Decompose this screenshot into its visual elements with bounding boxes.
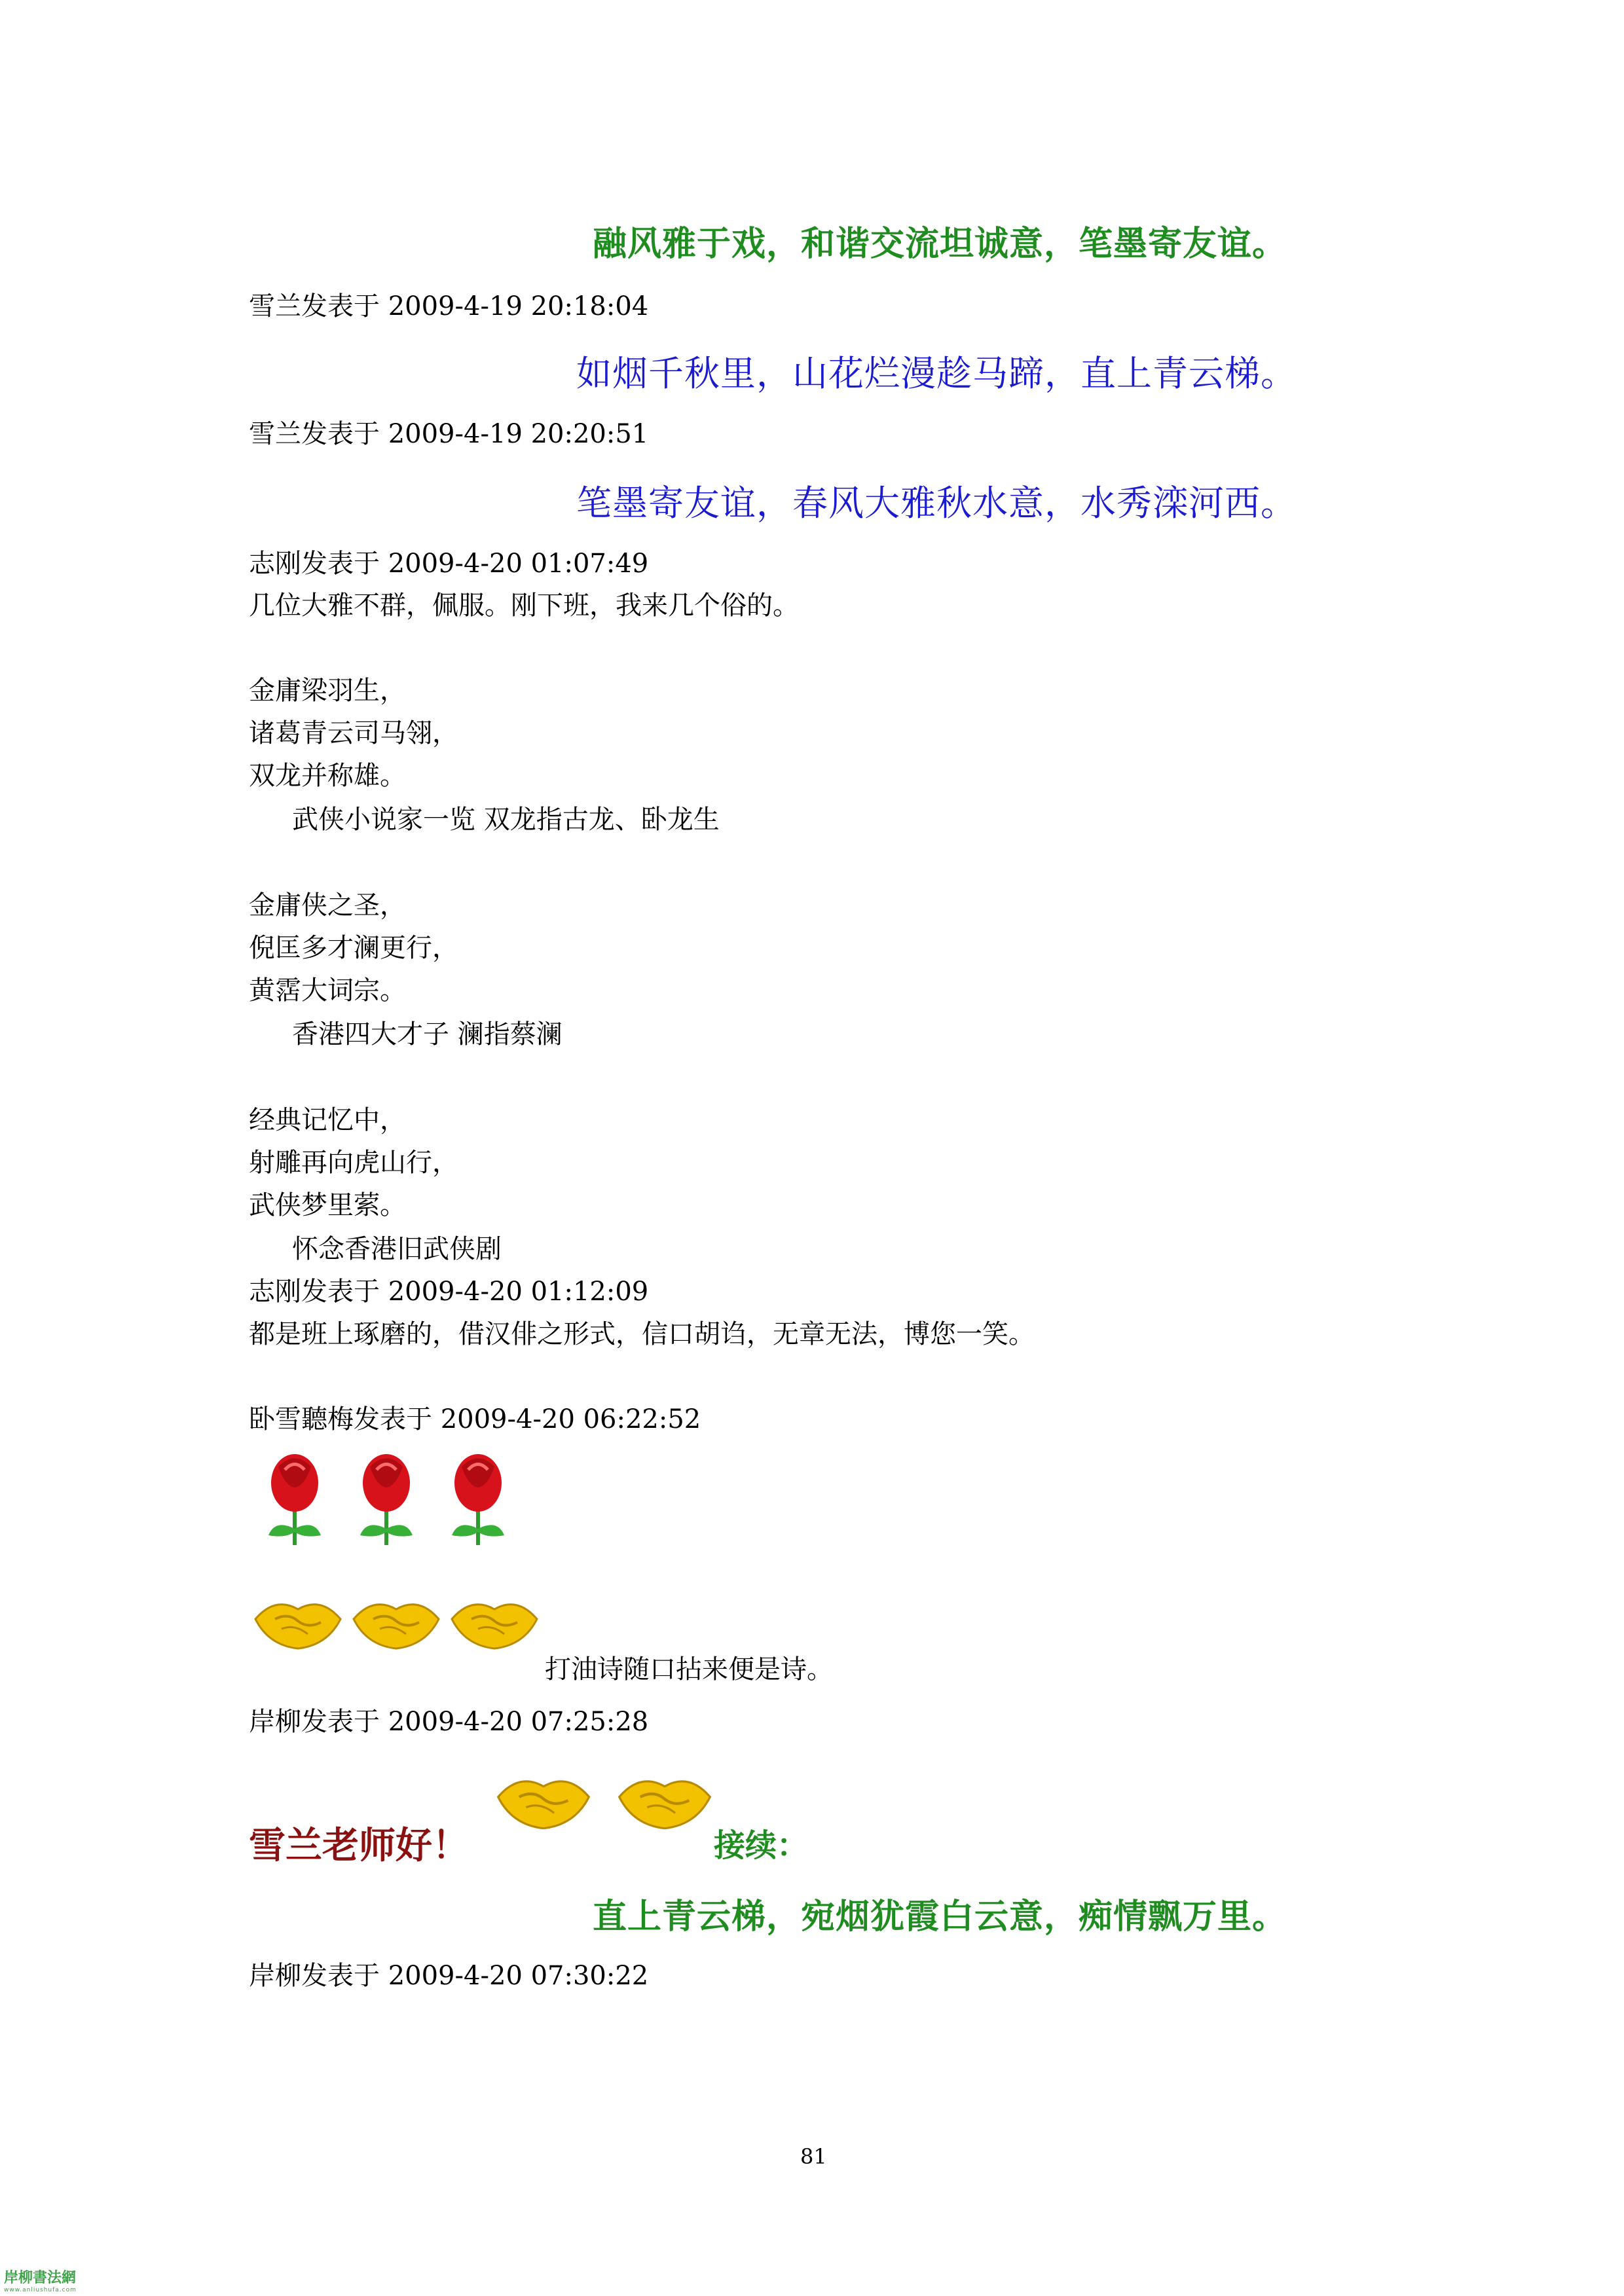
post-reply: 都是班上琢磨的，借汉俳之形式，信口胡诌，无章无法，博您一笑。: [249, 1319, 1035, 1349]
roses-row: [259, 1447, 514, 1552]
rose-icon: [259, 1447, 331, 1552]
page-number: 81: [800, 2144, 827, 2169]
handshake-icon: [445, 1583, 544, 1662]
stanza-2-note: 香港四大才子 澜指蔡澜: [292, 1019, 563, 1049]
handshakes-row: [249, 1583, 544, 1662]
post-meta-7: 岸柳发表于 2009-4-20 07:30:22: [249, 1961, 649, 1991]
stanza-3-line-1: 经典记忆中，: [249, 1105, 406, 1135]
rose-icon: [442, 1447, 514, 1552]
post-meta-1: 雪兰发表于 2009-4-19 20:18:04: [249, 291, 649, 321]
stanza-1-note: 武侠小说家一览 双龙指古龙、卧龙生: [292, 805, 720, 835]
post-meta-3: 志刚发表于 2009-4-20 01:07:49: [249, 549, 649, 579]
handshake-icon: [347, 1583, 445, 1662]
stanza-3-line-2: 射雕再向虎山行，: [249, 1148, 458, 1178]
doggerel-text: 打油诗随口拈来便是诗。: [545, 1654, 833, 1685]
verse-3: 笔墨寄友谊，春风大雅秋水意，水秀滦河西。: [576, 483, 1297, 524]
handshake-icon: [249, 1583, 347, 1662]
verse-2: 如烟千秋里，山花烂漫趁马蹄，直上青云梯。: [576, 353, 1297, 394]
post-meta-6: 岸柳发表于 2009-4-20 07:25:28: [249, 1707, 649, 1737]
watermark-url: www.anliushufa.com: [4, 2287, 77, 2293]
post-meta-5: 卧雪聽梅发表于 2009-4-20 06:22:52: [249, 1404, 701, 1434]
verse-1: 融风雅于戏，和谐交流坦诚意，笔墨寄友谊。: [593, 224, 1287, 264]
stanza-2-line-3: 黄霑大词宗。: [249, 975, 406, 1006]
post-meta-2: 雪兰发表于 2009-4-19 20:20:51: [249, 419, 649, 449]
stanza-1-line-2: 诸葛青云司马翎，: [249, 718, 458, 748]
stanza-3-line-3: 武侠梦里萦。: [249, 1190, 406, 1220]
continue-label: 接续：: [714, 1827, 809, 1864]
stanza-1-line-1: 金庸梁羽生，: [249, 676, 406, 706]
handshake-icon: [612, 1758, 717, 1843]
stanza-2-line-2: 倪匡多才澜更行，: [249, 933, 458, 963]
stanza-2-line-1: 金庸侠之圣，: [249, 890, 406, 920]
greeting-text: 雪兰老师好！: [249, 1824, 469, 1867]
site-watermark: [4, 2267, 77, 2293]
post-intro: 几位大雅不群，佩服。刚下班，我来几个俗的。: [249, 591, 799, 621]
stanza-3-note: 怀念香港旧武侠剧: [292, 1234, 502, 1264]
watermark-title: 岸柳書法網: [4, 2270, 77, 2286]
handshake-icon: [491, 1758, 596, 1843]
post-meta-4: 志刚发表于 2009-4-20 01:12:09: [249, 1277, 649, 1307]
rose-icon: [350, 1447, 422, 1552]
stanza-1-line-3: 双龙并称雄。: [249, 761, 406, 791]
verse-4: 直上青云梯，宛烟犹霞白云意，痴情飘万里。: [593, 1897, 1287, 1937]
